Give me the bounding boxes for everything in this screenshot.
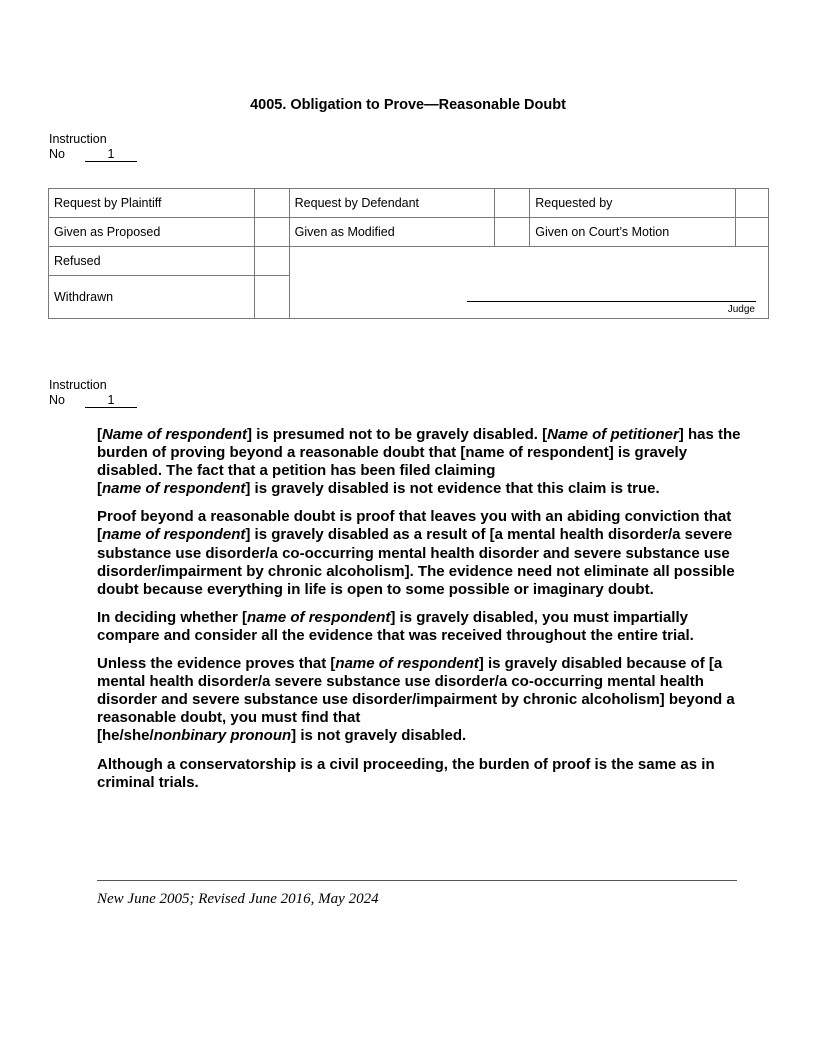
text-run: ] is not gravely disabled. <box>291 727 467 745</box>
instruction-number-field[interactable]: 1 <box>85 148 137 162</box>
instruction-label: Instruction <box>49 378 107 392</box>
given-as-proposed-checkbox[interactable] <box>254 218 289 247</box>
request-by-defendant-checkbox[interactable] <box>495 189 530 218</box>
placeholder-name-of-respondent: Name of respondent <box>102 426 248 443</box>
instruction-body <box>97 426 742 802</box>
footer-divider <box>97 880 737 881</box>
judge-label: Judge <box>727 304 755 315</box>
judge-signature-area <box>289 247 768 319</box>
instruction-header-bottom <box>49 378 137 408</box>
revision-history: New June 2005; Revised June 2016, May 2024 <box>97 891 379 907</box>
placeholder-name-of-respondent: name of respondent <box>102 526 246 544</box>
no-label: No <box>49 392 65 407</box>
placeholder-name-of-respondent: name of respondent <box>335 655 479 673</box>
request-status-table <box>48 188 769 319</box>
request-by-defendant-label: Request by Defendant <box>289 189 495 218</box>
paragraph-presumption <box>97 426 742 498</box>
paragraph-civil-proceeding: Although a conservatorship is a civil proceeding, the burden of proof is the same as in criminal trials. <box>97 755 715 791</box>
text-run: [ <box>97 480 102 498</box>
given-as-proposed-label: Given as Proposed <box>49 218 255 247</box>
requested-by-checkbox[interactable] <box>736 189 769 218</box>
placeholder-name-of-respondent: name of respondent <box>102 480 246 498</box>
refused-label: Refused <box>49 247 255 276</box>
withdrawn-label: Withdrawn <box>49 276 255 319</box>
instruction-number-row <box>49 147 137 162</box>
text-run: [he/she/ <box>97 727 154 745</box>
request-by-plaintiff-checkbox[interactable] <box>254 189 289 218</box>
instruction-label: Instruction <box>49 132 107 146</box>
given-as-modified-checkbox[interactable] <box>495 218 530 247</box>
given-on-courts-motion-label: Given on Court’s Motion <box>530 218 736 247</box>
withdrawn-checkbox[interactable] <box>254 276 289 319</box>
placeholder-nonbinary-pronoun: nonbinary pronoun <box>153 727 292 745</box>
instruction-number-field[interactable]: 1 <box>85 394 137 408</box>
text-run: Unless the evidence proves that [ <box>97 655 336 673</box>
text-run: In deciding whether [ <box>97 608 248 626</box>
placeholder-name-of-petitioner: Name of petitioner <box>547 426 679 443</box>
given-on-courts-motion-checkbox[interactable] <box>736 218 769 247</box>
placeholder-name-of-respondent: name of respondent <box>247 608 391 626</box>
text-run: ] is gravely disabled because of [a mental health disorder/a severe substance use disorder/a co-occurring mental health disorder and severe substance use disorder/impairment by chronic alcoholism] beyond a reasonable doubt, you must find that <box>97 655 735 727</box>
text-run: ] is gravely disabled as a result of [a mental health disorder/a severe substance use disorder/a co-occurring mental health disorder and severe substance use disorder/impairment by chronic alcoholism]. The evidence need not eliminate all possible doubt because everything in life is open to some possible or imaginary doubt. <box>97 526 735 598</box>
text-run: [ <box>97 426 102 443</box>
no-label: No <box>49 146 65 161</box>
instruction-header-top <box>49 132 137 162</box>
refused-checkbox[interactable] <box>254 247 289 276</box>
text-run: ] is presumed not to be gravely disabled. [ <box>247 426 548 443</box>
paragraph-unless <box>97 655 742 745</box>
text-run: ] is gravely disabled, you must impartially compare and consider all the evidence that was received throughout the entire trial. <box>97 608 694 644</box>
text-run: Proof beyond a reasonable doubt is proof that leaves you with an abiding conviction that [ <box>97 508 732 544</box>
judge-signature-line[interactable] <box>467 301 756 302</box>
page-title: 4005. Obligation to Prove—Reasonable Doubt <box>250 97 566 113</box>
paragraph-deciding <box>97 609 742 645</box>
instruction-number-row <box>49 393 137 408</box>
request-by-plaintiff-label: Request by Plaintiff <box>49 189 255 218</box>
paragraph-definition <box>97 508 742 598</box>
text-run: ] has the burden of proving beyond a reasonable doubt that [name of respondent] is gravely disabled. The fact that a petition has been filed claiming <box>97 426 741 480</box>
given-as-modified-label: Given as Modified <box>289 218 495 247</box>
requested-by-label: Requested by <box>530 189 736 218</box>
text-run: ] is gravely disabled is not evidence that this claim is true. <box>245 480 660 498</box>
